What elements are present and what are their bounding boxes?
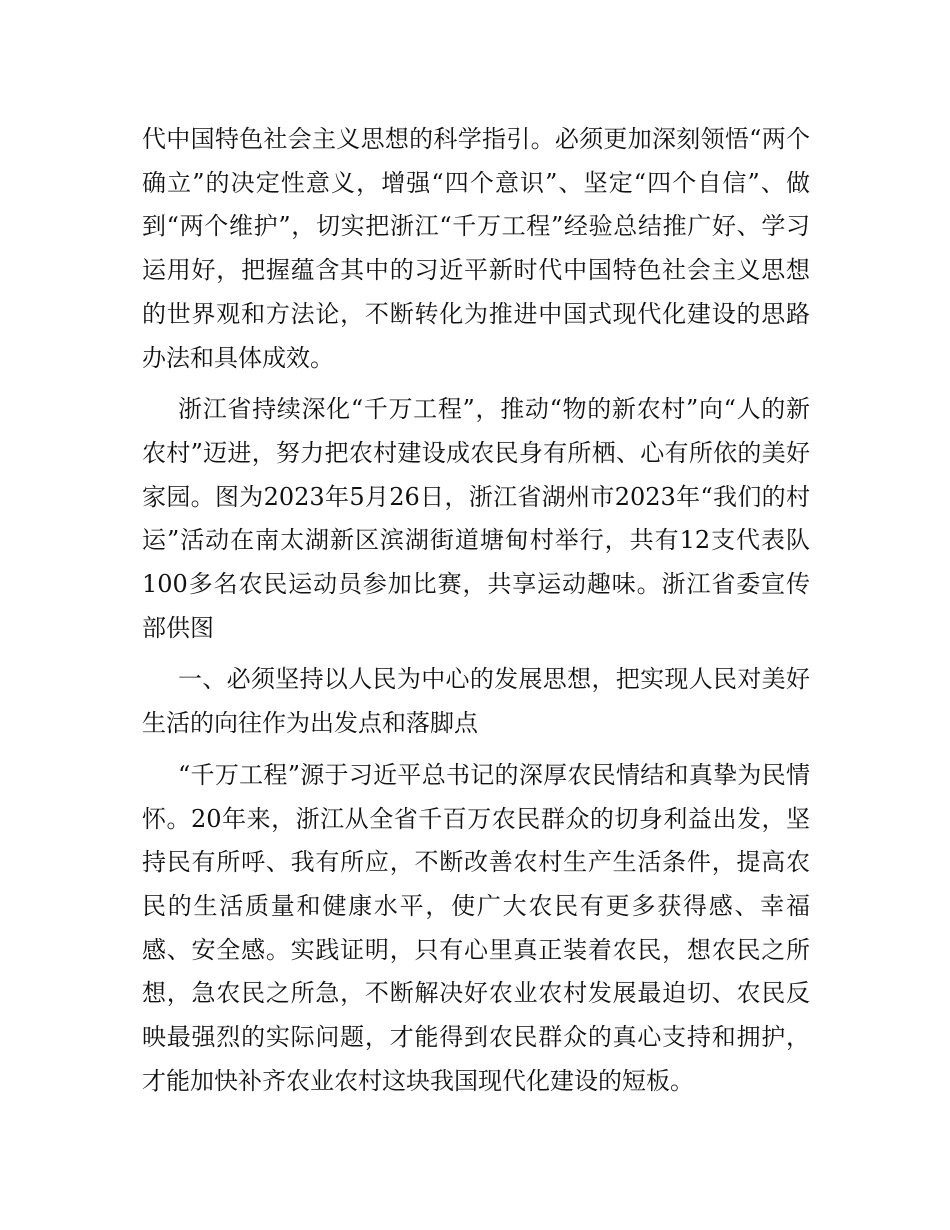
paragraph-photo-caption: 浙江省持续深化“千万工程”，推动“物的新农村”向“人的新农村”迈进，努力把农村建设成农民身有所栖、心有所依的美好家园。图为2023年5月26日，浙江省湖州市2023年“我们的村运”活动在南太湖新区滨湖街道塘甸村举行，共有12支代表队100多名农民运动员参加比赛，共享运动趣味。浙江省委宣传部供图 xyxy=(142,395,810,642)
paragraph-people-centered: “千万工程”源于习近平总书记的深厚农民情结和真挚为民情怀。20年来，浙江从全省千百万农民群众的切身利益出发，坚持民有所呼、我有所应，不断改善农村生产生活条件，提高农民的生活质量和健康水平，使广大农民有更多获得感、幸福感、安全感。实践证明，只有心里真正装着农民，想农民之所想，急农民之所急，不断解决好农业农村发展最迫切、农民反映最强烈的实际问题，才能得到农民群众的真心支持和拥护，才能加快补齐农业农村这块我国现代化建设的短板。 xyxy=(142,760,810,1095)
section-heading-one: 一、必须坚持以人民为中心的发展思想，把实现人民对美好生活的向往作为出发点和落脚点 xyxy=(142,665,810,738)
paragraph-continued-intro: 代中国特色社会主义思想的科学指引。必须更加深刻领悟“两个确立”的决定性意义，增强“四个意识”、坚定“四个自信”、做到“两个维护”，切实把浙江“千万工程”经验总结推广好、学习运用好，把握蕴含其中的习近平新时代中国特色社会主义思想的世界观和方法论，不断转化为推进中国式现代化建设的思路办法和具体成效。 xyxy=(142,125,810,372)
document-body xyxy=(142,118,810,1103)
